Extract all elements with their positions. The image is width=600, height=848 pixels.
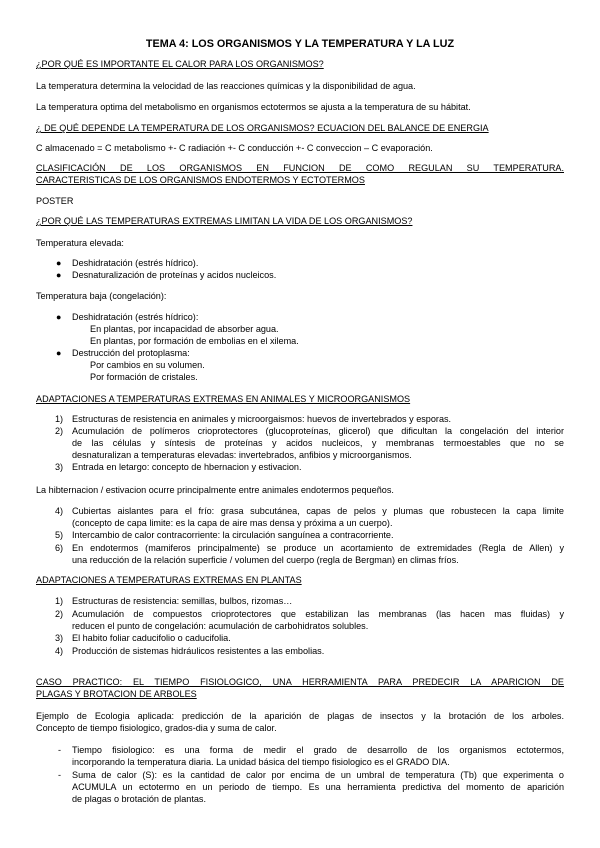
list-item: Entrada en letargo: concepto de hbernacion y estivacion.: [72, 462, 302, 472]
sub-list-item: En plantas, por incapacidad de absorber agua.: [90, 324, 279, 334]
high-temperature-label: Temperatura elevada:: [36, 238, 124, 248]
sub-list-item: En plantas, por formación de embolias en el xilema.: [90, 336, 299, 346]
energy-balance-equation: C almacenado = C metabolismo +- C radiación +- C conducción +- C conveccion – C evaporación.: [36, 143, 433, 153]
section-heading-animal-adaptations: ADAPTACIONES A TEMPERATURAS EXTREMAS EN ANIMALES Y MICROORGANISMOS: [36, 394, 411, 404]
page-title: TEMA 4: LOS ORGANISMOS Y LA TEMPERATURA Y LA LUZ: [145, 38, 455, 50]
list-number: 1): [55, 414, 64, 424]
list-item: El habito foliar caducifolio o caducifolia.: [72, 633, 231, 643]
list-number: 2): [55, 426, 64, 436]
list-item: Acumulación de polímeros crioprotectores (glucoproteínas, glicerol) que dificultan la congelación del interior: [72, 426, 564, 436]
list-item: Estructuras de resistencia en animales y microorgaismos: huevos de invertebrados y esporas.: [72, 414, 452, 424]
bullet-icon: ●: [56, 312, 62, 322]
bullet-icon: ●: [56, 270, 62, 280]
list-number: 4): [55, 506, 64, 516]
list-number: 6): [55, 543, 64, 553]
definition-heat-sum: Suma de calor (S): es la cantidad de calor por encima de un umbral de temperatura (Tb) que experimenta o: [72, 770, 564, 780]
list-item-cont: (concepto de capa limite: es la capa de aire mas densa y próxima a un cuerpo).: [72, 518, 393, 528]
list-number: 2): [55, 609, 64, 619]
paragraph: La temperatura determina la velocidad de las reacciones químicas y la disponibilidad de agua.: [36, 81, 416, 91]
list-item: Desnaturalización de proteínas y acidos nucleicos.: [72, 270, 277, 280]
list-item-cont: reducen el punto de congelación: acumulación de carbohidratos solubles.: [72, 621, 369, 631]
list-item: Intercambio de calor contracorriente: la circulación sanguínea a contracorriente.: [72, 530, 394, 540]
list-item: Deshidratación (estrés hídrico).: [72, 258, 199, 268]
definition-cont: ACUMULA un ectotermo en un periodo de tiempo. Es una herramienta predictiva del momento de aparición: [72, 782, 564, 792]
list-item: Destrucción del protoplasma:: [72, 348, 190, 358]
list-item: En endotermos (mamiferos principalmente) se produce un acortamiento de extremidades (Regla de Allen) y: [72, 543, 564, 553]
definition-cont: incorporando la temperatura diaria. La unidad básica del tiempo fisiologico es el GRADO DIA.: [72, 757, 450, 767]
definition-cont: de plagas o brotación de plantas.: [72, 794, 206, 804]
list-item: Estructuras de resistencia: semillas, bulbos, rizomas…: [72, 596, 293, 606]
section-heading-heat-importance: ¿POR QUÉ ES IMPORTANTE EL CALOR PARA LOS ORGANISMOS?: [36, 59, 324, 69]
poster-label: POSTER: [36, 196, 74, 206]
list-item-cont: desnaturalizan a temperaturas elevadas: invertebrados, anfibios y microorganismos.: [72, 450, 412, 460]
low-temperature-label: Temperatura baja (congelación):: [36, 291, 167, 301]
bullet-icon: ●: [56, 258, 62, 268]
section-heading-plant-adaptations: ADAPTACIONES A TEMPERATURAS EXTREMAS EN PLANTAS: [36, 575, 302, 585]
section-heading-case-study: CASO PRACTICO: EL TIEMPO FISIOLOGICO, UNA HERRAMIENTA PARA PREDECIR LA APARICION DE: [36, 677, 564, 687]
list-item: Deshidratación (estrés hídrico):: [72, 312, 199, 322]
list-item: Acumulación de compuestos crioprotectores que estabilizan las membranas (las hacen mas fluidas) y: [72, 609, 564, 619]
list-number: 3): [55, 462, 64, 472]
section-heading-energy-balance: ¿ DE QUÉ DEPENDE LA TEMPERATURA DE LOS ORGANISMOS? ECUACION DEL BALANCE DE ENERGIA: [36, 123, 489, 133]
section-heading-extreme-temperatures: ¿POR QUÉ LAS TEMPERATURAS EXTREMAS LIMITAN LA VIDA DE LOS ORGANISMOS?: [36, 216, 413, 226]
section-heading-classification-cont: CARACTERISTICAS DE LOS ORGANISMOS ENDOTERMOS Y ECTOTERMOS: [36, 175, 365, 185]
list-number: 4): [55, 646, 64, 656]
section-heading-classification: CLASIFICACIÓN DE LOS ORGANISMOS EN FUNCION DE COMO REGULAN SU TEMPERATURA.: [36, 163, 564, 173]
list-number: 1): [55, 596, 64, 606]
list-item: Producción de sistemas hidráulicos resistentes a las embolias.: [72, 646, 325, 656]
list-item-cont: de las células y síntesis de proteínas y acidos nucleicos, y membranas termoestables que no se: [72, 438, 564, 448]
paragraph-cont: Concepto de tiempo fisiologico, grados-dia y suma de calor.: [36, 723, 277, 733]
paragraph: La temperatura optima del metabolismo en organismos ectotermos se ajusta a la temperatura de su hábitat.: [36, 102, 471, 112]
list-number: 5): [55, 530, 64, 540]
paragraph-note: La hibternacion / estivacion ocurre principalmente entre animales endotermos pequeños.: [36, 485, 394, 495]
dash-bullet: -: [58, 745, 62, 755]
bullet-icon: ●: [56, 348, 62, 358]
list-item: Cubiertas aislantes para el frío: grasa subcutánea, capas de pelos y plumas que robustecen la capa limite: [72, 506, 564, 516]
definition-physiological-time: Tiempo fisiologico: es una forma de medir el grado de desarrollo de los organismos ectotermos,: [72, 745, 564, 755]
list-number: 3): [55, 633, 64, 643]
paragraph: Ejemplo de Ecologia aplicada: predicción de la aparición de plagas de insectos y la brotación de los arboles.: [36, 711, 564, 721]
sub-list-item: Por formación de cristales.: [90, 372, 198, 382]
section-heading-case-study-cont: PLAGAS Y BROTACION DE ARBOLES: [36, 689, 197, 699]
list-item-cont: una reducción de la relación superficie / volumen del cuerpo (regla de Bergman) en climas fríos.: [72, 555, 459, 565]
dash-bullet: -: [58, 770, 62, 780]
sub-list-item: Por cambios en su volumen.: [90, 360, 205, 370]
